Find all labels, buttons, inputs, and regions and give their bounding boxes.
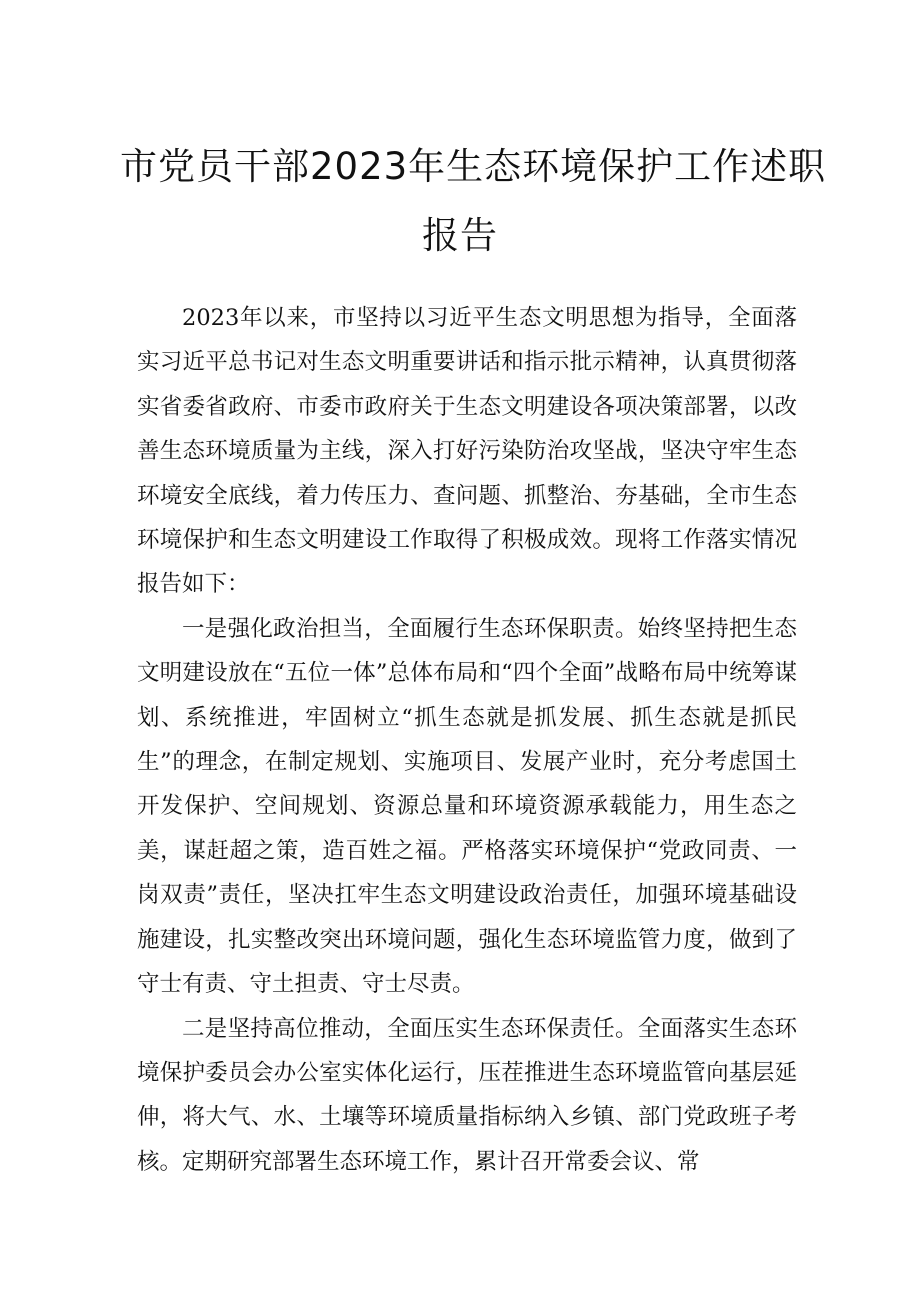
document-title-line-2: 报告 [422,214,498,257]
paragraph-point-two: 二是坚持高位推动，全面压实生态环保责任。全面落实生态环境保护委员会办公室实体化运行，压茬推进生态环境监管向基层延伸，将大气、水、土壤等环境质量指标纳入乡镇、部门党政班子考核。定期研究部署生态环境工作，累计召开常委会议、常 [137,1015,797,1175]
paragraph-intro: 2023年以来，市坚持以习近平生态文明思想为指导，全面落实习近平总书记对生态文明重要讲话和指示批示精神，认真贯彻落实省委省政府、市委市政府关于生态文明建设各项决策部署，以改善生态环境质量为主线，深入打好污染防治攻坚战，坚决守牢生态环境安全底线，着力传压力、查问题、抓整治、夯基础，全市生态环境保护和生态文明建设工作取得了积极成效。现将工作落实情况报告如下： [137,305,797,598]
paragraph-point-one: 一是强化政治担当，全面履行生态环保职责。始终坚持把生态文明建设放在“五位一体”总体布局和“四个全面”战略布局中统筹谋划、系统推进，牢固树立“抓生态就是抓发展、抓生态就是抓民生”的理念，在制定规划、实施项目、发展产业时，充分考虑国土开发保护、空间规划、资源总量和环境资源承载能力，用生态之美，谋赶超之策，造百姓之福。严格落实环境保护“党政同责、一岗双责”责任，坚决扛牢生态文明建设政治责任，加强环境基础设施建设，扎实整改突出环境问题，强化生态环境监管力度，做到了守士有责、守土担责、守士尽责。 [137,615,797,998]
document-title-line-1: 市党员干部2023年生态环境保护工作述职 [120,145,827,188]
document-body [137,296,797,1184]
